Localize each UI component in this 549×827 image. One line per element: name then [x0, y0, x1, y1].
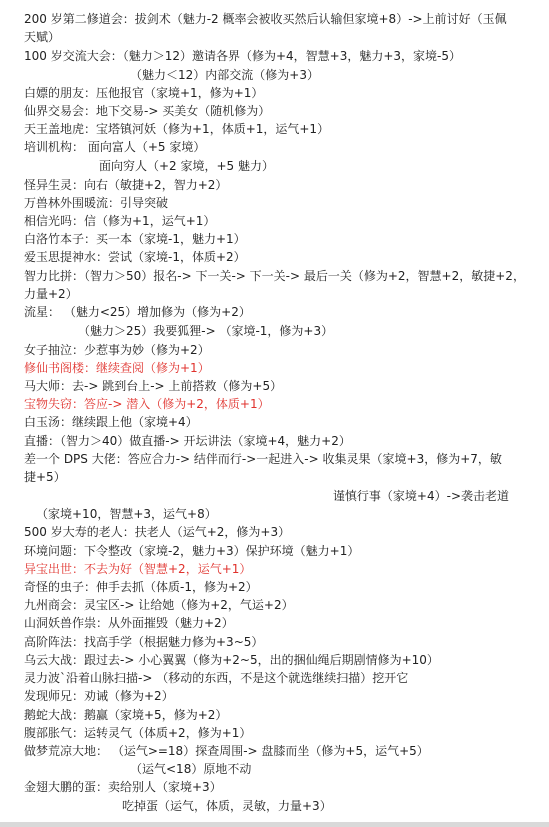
- text-line: 面向穷人（+2 家境，+5 魅力）: [99, 159, 275, 173]
- text-line: 白玉汤：继续跟上他（家境+4）: [24, 415, 198, 429]
- text-line: （魅力＜12）内部交流（修为+3）: [130, 68, 319, 82]
- text-line: （家境+10，智慧+3，运气+8）: [36, 507, 217, 521]
- text-line: 腹部胀气：运转灵气（体质+2，修为+1）: [24, 726, 252, 740]
- text-line: 山洞妖兽作祟：从外面摧毁（魅力+2）: [24, 616, 234, 630]
- text-line: 差一个 DPS 大佬：答应合力-> 结伴而行->一起进入-> 收集灵果（家境+3，修为+7，敏: [24, 452, 502, 466]
- text-line: 力量+2）: [24, 287, 78, 301]
- text-line: 爱玉思提神水：尝试（家境-1，体质+2）: [24, 250, 246, 264]
- text-line: 流星： （魅力<25）增加修为（修为+2）: [24, 305, 251, 319]
- text-line: 捷+5）: [24, 470, 66, 484]
- text-line: 相信光吗：信（修为+1，运气+1）: [24, 214, 216, 228]
- text-line: 谨慎行事（家境+4）->袭击老道: [332, 489, 509, 503]
- text-line: 200 岁第二修道会：拔剑术（魅力-2 概率会被收买然后认输但家境+8）->上前讨好（玉佩: [24, 12, 507, 26]
- text-line: 灵力波`沿着山脉扫描-> （移动的东西，不是这个就选继续扫描）挖开它: [24, 671, 409, 685]
- text-line: 万兽林外围暖流：引导突破: [24, 196, 169, 210]
- text-line: 女子抽泣：少惹事为妙（修为+2）: [24, 343, 210, 357]
- text-line: 马大师：去-> 跳到台上-> 上前搭救（修为+5）: [24, 379, 283, 393]
- text-line: 白嫖的朋友：压他报官（家境+1，修为+1）: [24, 86, 264, 100]
- text-line-highlight: 宝物失窃：答应-> 潜入（修为+2，体质+1）: [24, 397, 270, 411]
- text-line-highlight: 修仙书阁楼：继续查阅（修为+1）: [24, 361, 210, 375]
- text-line: 直播：（智力＞40）做直播-> 开坛讲法（家境+4，魅力+2）: [24, 434, 351, 448]
- text-line: 高阶阵法：找高手学（根据魅力修为+3~5）: [24, 635, 264, 649]
- text-line: 100 岁交流大会：（魅力＞12）邀请各界（修为+4，智慧+3，魅力+3，家境-5）: [24, 49, 462, 63]
- text-line: 怪异生灵：向右（敏捷+2，智力+2）: [24, 178, 228, 192]
- text-line-highlight: 异宝出世：不去为好（智慧+2，运气+1）: [24, 562, 252, 576]
- text-line: （魅力＞25）我要狐狸-> （家境-1，修为+3）: [78, 324, 334, 338]
- text-line: 智力比拼：（智力＞50）报名-> 下一关-> 下一关-> 最后一关（修为+2，智慧+2，敏捷+2，: [24, 269, 525, 283]
- text-line: 培训机构： 面向富人（+5 家境）: [24, 140, 206, 154]
- text-line: 发现师兄：劝诫（修为+2）: [24, 689, 174, 703]
- text-line: 奇怪的虫子：伸手去抓（体质-1，修为+2）: [24, 580, 258, 594]
- text-line: 天赋）: [24, 30, 61, 44]
- text-line: 鹅蛇大战：鹅赢（家境+5，修为+2）: [24, 708, 228, 722]
- text-line: 乌云大战：跟过去-> 小心翼翼（修为+2~5，出的捆仙绳后期剧情修为+10）: [24, 653, 439, 667]
- text-line: 环境问题：下令整改（家境-2，魅力+3）保护环境（魅力+1）: [24, 544, 360, 558]
- text-line: 500 岁大寿的老人：扶老人（运气+2，修为+3）: [24, 525, 291, 539]
- text-line: 九州商会：灵宝区-> 让给她（修为+2，气运+2）: [24, 598, 294, 612]
- text-line: 吃掉蛋（运气，体质，灵敏，力量+3）: [122, 799, 332, 813]
- text-line: 金翅大鹏的蛋：卖给别人（家境+3）: [24, 780, 222, 794]
- text-line: 天王盖地虎：宝塔镇河妖（修为+1，体质+1，运气+1）: [24, 122, 330, 136]
- bottom-divider: [0, 822, 549, 827]
- text-line: （运气<18）原地不动: [130, 762, 252, 776]
- text-line: 白洛竹本子：买一本（家境-1，魅力+1）: [24, 232, 246, 246]
- text-line: 做梦荒凉大地： （运气>=18）探查周围-> 盘膝而坐（修为+5，运气+5）: [24, 744, 429, 758]
- text-line: 仙界交易会：地下交易-> 买美女（随机修为）: [24, 104, 271, 118]
